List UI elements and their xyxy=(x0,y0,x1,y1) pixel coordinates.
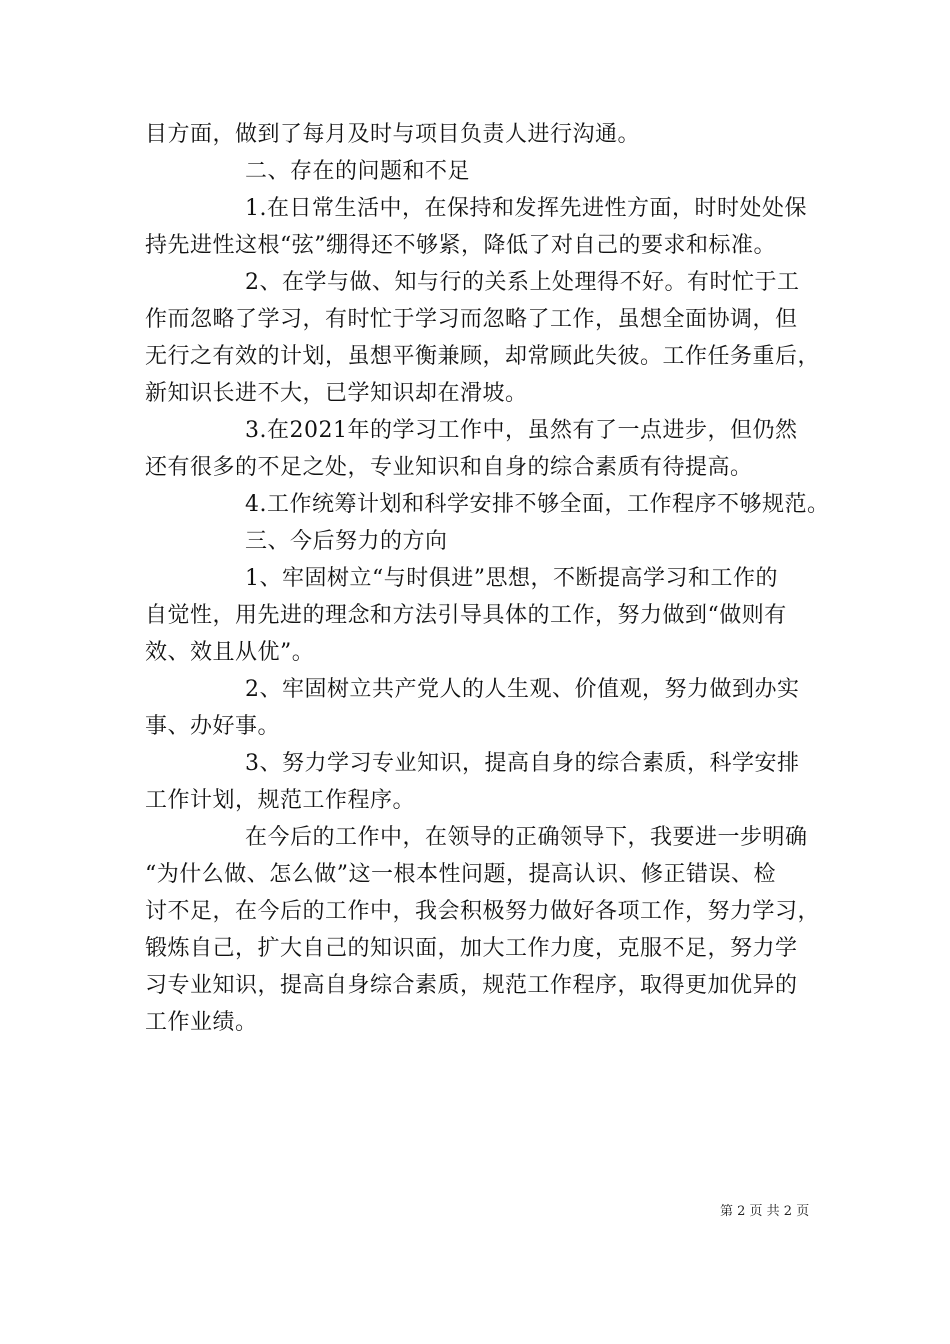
text-line: 效、效且从优”。 xyxy=(145,640,315,665)
text-line: 1.在日常生活中，在保持和发挥先进性方面，时时处处保 xyxy=(245,196,807,221)
section-heading: 三、今后努力的方向 xyxy=(245,529,448,554)
text-line: 目方面，做到了每月及时与项目负责人进行沟通。 xyxy=(145,122,641,147)
text-line: 还有很多的不足之处，专业知识和自身的综合素质有待提高。 xyxy=(145,455,753,480)
text-line: “为什么做、怎么做”这一根本性问题，提高认识、修正错误、检 xyxy=(145,862,776,887)
section-heading: 二、存在的问题和不足 xyxy=(245,159,471,184)
text-line: 锻炼自己，扩大自己的知识面，加大工作力度，克服不足，努力学 xyxy=(145,936,798,961)
text-line: 持先进性这根“弦”绷得还不够紧，降低了对自己的要求和标准。 xyxy=(145,233,776,258)
text-line: 新知识长进不大，已学知识却在滑坡。 xyxy=(145,381,528,406)
text-line: 事、办好事。 xyxy=(145,714,281,739)
text-line: 1、牢固树立“与时俱进”思想，不断提高学习和工作的 xyxy=(245,566,778,591)
text-line: 无行之有效的计划，虽想平衡兼顾，却常顾此失彼。工作任务重后， xyxy=(145,344,821,369)
text-line: 2、在学与做、知与行的关系上处理得不好。有时忙于工 xyxy=(245,270,800,295)
text-line: 4.工作统筹计划和科学安排不够全面，工作程序不够规范。 xyxy=(245,492,830,517)
text-line: 讨不足，在今后的工作中，我会积极努力做好各项工作，努力学习， xyxy=(145,899,821,924)
text-line: 3、努力学习专业知识，提高自身的综合素质，科学安排 xyxy=(245,751,800,776)
text-line: 3.在2021年的学习工作中，虽然有了一点进步，但仍然 xyxy=(245,418,798,443)
text-line: 在今后的工作中，在领导的正确领导下，我要进一步明确 xyxy=(245,825,808,850)
text-line: 工作计划，规范工作程序。 xyxy=(145,788,416,813)
text-line: 工作业绩。 xyxy=(145,1010,258,1035)
text-line: 自觉性，用先进的理念和方法引导具体的工作，努力做到“做则有 xyxy=(145,603,787,628)
text-line: 习专业知识，提高自身综合素质，规范工作程序，取得更加优异的 xyxy=(145,973,798,998)
text-line: 2、牢固树立共产党人的人生观、价值观，努力做到办实 xyxy=(245,677,800,702)
text-line: 作而忽略了学习，有时忙于学习而忽略了工作，虽想全面协调，但 xyxy=(145,307,798,332)
page-number: 第 2 页 共 2 页 xyxy=(720,1204,810,1219)
